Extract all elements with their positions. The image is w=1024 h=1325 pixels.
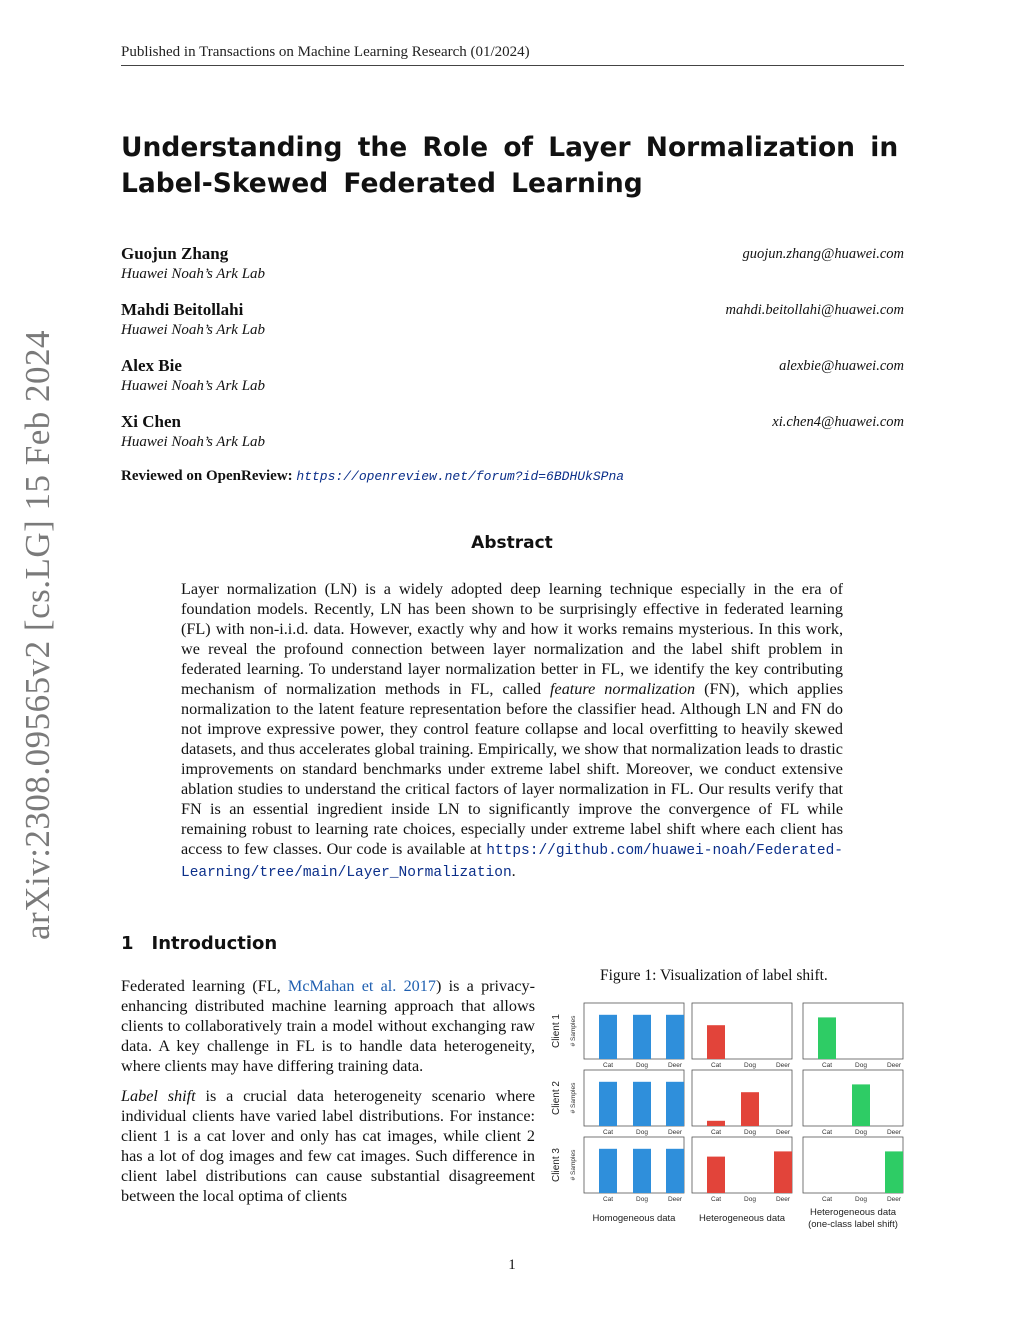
bar <box>633 1082 651 1126</box>
label-shift-figure <box>545 997 910 1237</box>
category-tick-label: Dog <box>855 1129 867 1136</box>
category-tick-label: Dog <box>636 1129 648 1136</box>
author-block <box>121 244 904 284</box>
category-tick-label: Deer <box>667 1129 683 1136</box>
panel-label: Heterogeneous data <box>698 1213 786 1224</box>
author-name: Guojun Zhang <box>121 244 229 263</box>
abstract-heading: Abstract <box>471 533 553 553</box>
category-tick-label: Deer <box>775 1129 791 1136</box>
client-row-label: Client 3 <box>551 1148 562 1182</box>
y-axis-label: # Samples <box>570 1015 577 1047</box>
author-name: Alex Bie <box>121 356 182 375</box>
abstract-text <box>181 579 843 883</box>
category-tick-label: Dog <box>855 1196 867 1203</box>
category-tick-label: Cat <box>710 1062 722 1069</box>
bar <box>818 1017 836 1059</box>
author-name: Xi Chen <box>121 412 181 431</box>
abstract-end: . <box>511 862 516 880</box>
category-tick-label: Dog <box>744 1062 756 1069</box>
category-tick-label: Deer <box>886 1062 902 1069</box>
author-name: Mahdi Beitollahi <box>121 300 244 319</box>
bar <box>599 1015 617 1059</box>
category-tick-label: Deer <box>775 1062 791 1069</box>
category-tick-label: Cat <box>821 1196 833 1203</box>
category-tick-label: Deer <box>775 1196 791 1203</box>
category-tick-label: Cat <box>602 1129 614 1136</box>
header-rule <box>121 65 904 66</box>
paragraph <box>121 976 535 1076</box>
category-tick-label: Deer <box>886 1196 902 1203</box>
category-tick-label: Deer <box>667 1062 683 1069</box>
intro-text <box>121 976 535 1216</box>
category-tick-label: Deer <box>667 1196 683 1203</box>
author-affiliation: Huawei Noah’s Ark Lab <box>121 322 266 338</box>
author-affiliation: Huawei Noah’s Ark Lab <box>121 378 266 394</box>
bar <box>666 1149 684 1193</box>
category-tick-label: Deer <box>886 1129 902 1136</box>
bar <box>852 1084 870 1126</box>
text-run: Federated learning (FL, <box>121 977 281 995</box>
term: Label shift <box>121 1087 196 1105</box>
arxiv-identifier: arXiv:2308.09565v2 [cs.LG] 15 Feb 2024 <box>18 329 57 940</box>
author-email[interactable]: xi.chen4@huawei.com <box>772 414 904 430</box>
panel-label: Heterogeneous data <box>809 1207 897 1218</box>
section-title: Introduction <box>151 933 278 954</box>
abstract-term: feature normalization <box>550 680 696 698</box>
abstract-part: (FN), which applies normalization to the latent feature representation before the classifier head. Although LN and FN do not improve expressive power, they control feature collapse and local overfitting to heavily skewed datasets, and thus accelerates global training. Empirically, we show that normalization leads to drastic improvements on standard benchmarks under extreme label shift. Moreover, we conduct extensive ablation studies to understand the critical factors of layer normalization in FL. Our results verify that FN is an essential ingredient inside LN to significantly improve the convergence of FL while remaining robust to learning rate choices, especially under extreme label shift where each client has access to few classes. Our code is available at <box>181 680 843 858</box>
author-affiliation: Huawei Noah’s Ark Lab <box>121 434 266 450</box>
code-link[interactable]: https://github.com/huawei-noah/Federated-Learning/tree/main/Layer_Normalization <box>181 843 844 881</box>
author-affiliation: Huawei Noah’s Ark Lab <box>121 266 266 282</box>
author-block <box>121 300 904 340</box>
category-tick-label: Cat <box>821 1062 833 1069</box>
category-tick-label: Dog <box>855 1062 867 1069</box>
client-row-label: Client 1 <box>551 1014 562 1048</box>
category-tick-label: Dog <box>636 1062 648 1069</box>
section-heading <box>121 933 277 954</box>
author-block <box>121 412 904 452</box>
panel-label: (one-class label shift) <box>808 1219 898 1230</box>
category-tick-label: Cat <box>602 1196 614 1203</box>
bar <box>599 1149 617 1193</box>
panel-label: Homogeneous data <box>592 1213 676 1224</box>
category-tick-label: Dog <box>636 1196 648 1203</box>
text-run: ) is a privacy-enhancing distributed machine learning approach that allows clients to collaboratively train a model without exchanging raw data. A key challenge in FL is to handle data heterogeneity, where clients may have differing training data. <box>121 977 535 1075</box>
category-tick-label: Dog <box>744 1196 756 1203</box>
category-tick-label: Cat <box>602 1062 614 1069</box>
category-tick-label: Dog <box>744 1129 756 1136</box>
author-email[interactable]: guojun.zhang@huawei.com <box>742 246 904 262</box>
bar <box>599 1082 617 1126</box>
text-run: is a crucial data heterogeneity scenario where individual clients have varied label distributions. For instance: client 1 is a cat lover and only has cat images, while client 2 has a lot of dog images and few cat images. Such difference in client label distributions can cause substantial disagreement between the local optima of clients <box>121 1087 536 1205</box>
openreview-link[interactable]: https://openreview.net/forum?id=6BDHUkSPna <box>296 469 625 484</box>
bar <box>666 1015 684 1059</box>
author-block <box>121 356 904 396</box>
bar <box>633 1015 651 1059</box>
bar <box>774 1151 792 1193</box>
bar <box>707 1121 725 1126</box>
category-tick-label: Cat <box>821 1129 833 1136</box>
page-number: 1 <box>508 1257 516 1273</box>
author-email[interactable]: alexbie@huawei.com <box>779 358 904 374</box>
paper-title: Understanding the Role of Layer Normalization in Label-Skewed Federated Learning <box>121 132 899 199</box>
y-axis-label: # Samples <box>570 1082 577 1114</box>
citation-link[interactable]: McMahan et al. 2017 <box>287 977 436 995</box>
category-tick-label: Cat <box>710 1129 722 1136</box>
client-row-label: Client 2 <box>551 1081 562 1115</box>
bar <box>885 1151 903 1193</box>
bar <box>666 1082 684 1126</box>
figure-caption: Figure 1: Visualization of label shift. <box>600 967 828 984</box>
bar <box>741 1092 759 1126</box>
section-number: 1 <box>121 933 134 954</box>
bar <box>633 1149 651 1193</box>
category-tick-label: Cat <box>710 1196 722 1203</box>
bar <box>707 1157 725 1193</box>
y-axis-label: # Samples <box>570 1149 577 1181</box>
paragraph <box>121 1086 535 1206</box>
review-label: Reviewed on OpenReview: <box>121 468 293 484</box>
bar <box>707 1025 725 1059</box>
review-line <box>121 468 624 485</box>
author-email[interactable]: mahdi.beitollahi@huawei.com <box>725 302 904 318</box>
running-header: Published in Transactions on Machine Learning Research (01/2024) <box>121 44 530 60</box>
abstract-part: Layer normalization (LN) is a widely adopted deep learning technique especially in the era of foundation models. Recently, LN has been shown to be surprisingly effective in federated learning (FL) with non-i.i.d. data. However, exactly why and how it works remains mysterious. In this work, we reveal the profound connection between layer normalization and the label shift problem in federated learning. To understand layer normalization better in FL, we identify the key contributing mechanism of normalization methods in FL, called <box>181 580 843 698</box>
